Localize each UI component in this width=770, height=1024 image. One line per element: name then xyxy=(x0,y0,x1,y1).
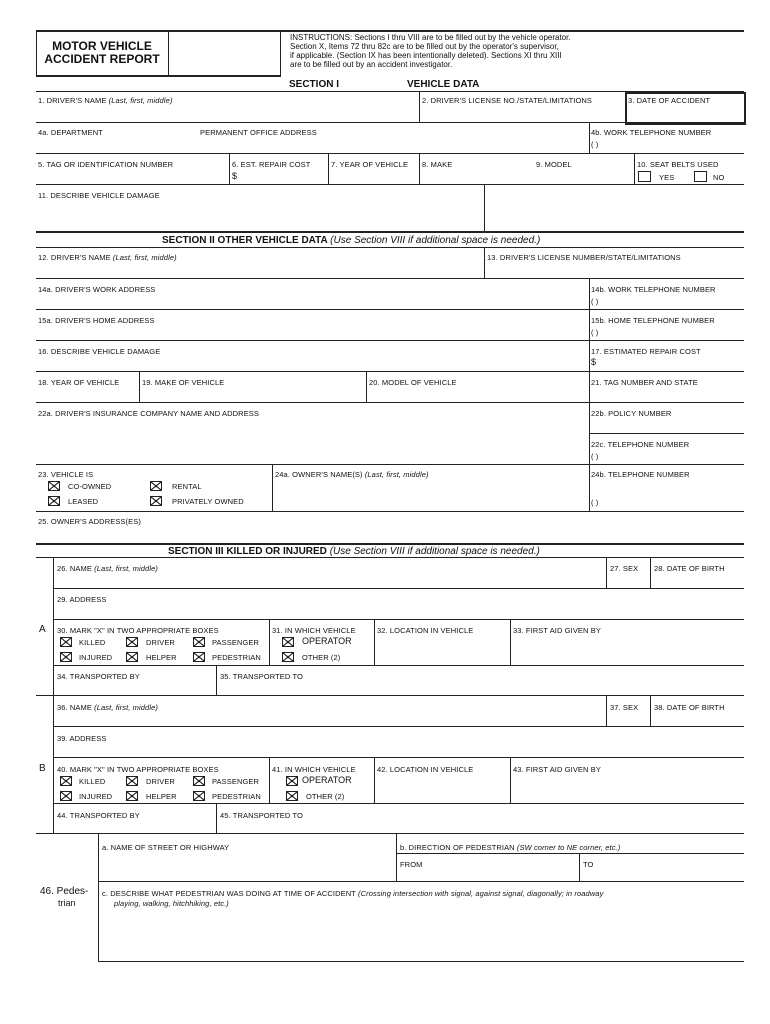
field-label: 6. EST. REPAIR COST xyxy=(232,160,311,169)
checkbox-label: INJURED xyxy=(79,792,113,801)
checkbox-label: LEASED xyxy=(68,497,99,506)
field-label: 33. FIRST AID GIVEN BY xyxy=(513,626,601,635)
field-label: 5. TAG OR IDENTIFICATION NUMBER xyxy=(38,160,174,169)
rule xyxy=(36,231,744,233)
pedestrian-label: trian xyxy=(58,898,76,908)
field-label: 31. IN WHICH VEHICLE xyxy=(272,626,356,635)
field-label: 10. SEAT BELTS USED xyxy=(637,160,719,169)
killed-checkbox[interactable] xyxy=(60,637,72,647)
rule xyxy=(53,695,54,833)
pedestrian-label: 46. Pedes- xyxy=(40,886,89,897)
seatbelt-no-checkbox[interactable] xyxy=(694,171,707,182)
section-heading: SECTION I xyxy=(289,79,340,90)
rule xyxy=(396,833,397,881)
field-label: 35. TRANSPORTED TO xyxy=(220,672,303,681)
rule xyxy=(510,757,511,803)
field-label: 21. TAG NUMBER AND STATE xyxy=(591,378,698,387)
checkbox-label: KILLED xyxy=(79,638,106,647)
rule xyxy=(53,757,744,758)
leased-checkbox[interactable] xyxy=(48,496,60,506)
rule xyxy=(269,757,270,803)
field-label: 44. TRANSPORTED BY xyxy=(57,811,140,820)
rule xyxy=(36,278,744,279)
rule xyxy=(98,961,744,962)
rule xyxy=(216,803,217,833)
rule xyxy=(36,511,744,512)
field-label: 22b. POLICY NUMBER xyxy=(591,409,672,418)
driver-checkbox[interactable] xyxy=(126,776,138,786)
field-label: 29. ADDRESS xyxy=(57,595,107,604)
field-label: 23. VEHICLE IS xyxy=(38,470,94,479)
rule xyxy=(36,833,744,834)
rule xyxy=(396,853,744,854)
checkbox-label: CO-OWNED xyxy=(68,482,112,491)
rule xyxy=(36,543,744,545)
rule xyxy=(366,371,367,402)
rule xyxy=(36,695,744,696)
other-checkbox[interactable] xyxy=(286,791,298,801)
section-title: VEHICLE DATA xyxy=(407,79,480,90)
field-label: 1. DRIVER'S NAME (Last, first, middle) xyxy=(38,96,173,105)
field-label: c. DESCRIBE WHAT PEDESTRIAN WAS DOING AT TIME OF ACCIDENT (Crossing intersection with signal, against signal, diagonally; in roadway xyxy=(102,889,604,898)
field-label: b. DIRECTION OF PEDESTRIAN (SW corner to NE corner, etc.) xyxy=(400,843,621,852)
field-label: 16. DESCRIBE VEHICLE DAMAGE xyxy=(38,347,161,356)
checkbox-label: NO xyxy=(713,173,725,182)
checkbox-label: PEDESTRIAN xyxy=(212,653,261,662)
field-label: 22c. TELEPHONE NUMBER xyxy=(591,440,690,449)
rule xyxy=(36,122,744,123)
rule xyxy=(36,247,744,248)
field-label: 19. MAKE OF VEHICLE xyxy=(142,378,225,387)
injured-checkbox[interactable] xyxy=(60,652,72,662)
operator-checkbox[interactable] xyxy=(282,637,294,647)
field-label: 45. TRANSPORTED TO xyxy=(220,811,303,820)
rule xyxy=(374,619,375,665)
checkbox-label: PASSENGER xyxy=(212,638,260,647)
field-label: a. NAME OF STREET OR HIGHWAY xyxy=(102,843,230,852)
field-label: 39. ADDRESS xyxy=(57,734,107,743)
co-owned-checkbox[interactable] xyxy=(48,481,60,491)
phone-paren: ( ) xyxy=(591,452,599,461)
checkbox-label: HELPER xyxy=(146,792,177,801)
rule xyxy=(53,588,744,589)
checkbox-label: DRIVER xyxy=(146,777,175,786)
rule xyxy=(36,75,281,77)
rule xyxy=(589,464,590,512)
phone-paren: ( ) xyxy=(591,140,599,149)
pedestrian-checkbox[interactable] xyxy=(193,791,205,801)
field-label: TO xyxy=(583,860,594,869)
field-label: 4b. WORK TELEPHONE NUMBER xyxy=(591,128,712,137)
phone-paren: ( ) xyxy=(591,498,599,507)
rule xyxy=(36,557,744,558)
field-label: 25. OWNER'S ADDRESS(ES) xyxy=(38,517,141,526)
field-label: 17. ESTIMATED REPAIR COST xyxy=(591,347,701,356)
pedestrian-checkbox[interactable] xyxy=(193,652,205,662)
rule xyxy=(589,433,744,434)
field-label: 24b. TELEPHONE NUMBER xyxy=(591,470,690,479)
field-label: 3. DATE OF ACCIDENT xyxy=(628,96,711,105)
field-label: 22a. DRIVER'S INSURANCE COMPANY NAME AND ADDRESS xyxy=(38,409,260,418)
checkbox-label: HELPER xyxy=(146,653,177,662)
seatbelt-yes-checkbox[interactable] xyxy=(638,171,651,182)
rule xyxy=(650,557,651,588)
top-rule xyxy=(36,30,744,32)
checkbox-label: OTHER (2) xyxy=(306,792,345,801)
rule xyxy=(53,557,54,695)
rule xyxy=(98,833,99,961)
section-heading: SECTION II OTHER VEHICLE DATA (Use Section VIII if additional space is needed.) xyxy=(162,235,541,246)
field-label: 37. SEX xyxy=(610,703,639,712)
rule xyxy=(53,665,744,666)
field-label: FROM xyxy=(400,860,423,869)
field-label: 41. IN WHICH VEHICLE xyxy=(272,765,356,774)
field-label: 30. MARK "X" IN TWO APPROPRIATE BOXES xyxy=(57,626,219,635)
rule xyxy=(36,340,744,341)
field-label: 13. DRIVER'S LICENSE NUMBER/STATE/LIMITATIONS xyxy=(487,253,681,262)
rule xyxy=(606,557,607,588)
rule xyxy=(36,309,744,310)
form-title: MOTOR VEHICLE ACCIDENT REPORT xyxy=(44,39,160,66)
rule xyxy=(510,619,511,665)
rule xyxy=(53,619,744,620)
checkbox-label: OPERATOR xyxy=(302,775,352,785)
rule xyxy=(634,153,635,184)
rule xyxy=(374,757,375,803)
passenger-checkbox[interactable] xyxy=(193,776,205,786)
field-label: 42. LOCATION IN VEHICLE xyxy=(377,765,474,774)
other-checkbox[interactable] xyxy=(282,652,294,662)
field-label: 12. DRIVER'S NAME (Last, first, middle) xyxy=(38,253,177,262)
checkbox-label: INJURED xyxy=(79,653,113,662)
field-label: 27. SEX xyxy=(610,564,639,573)
field-label: 28. DATE OF BIRTH xyxy=(654,564,725,573)
checkbox-label: PRIVATELY OWNED xyxy=(172,497,244,506)
rule xyxy=(168,30,169,76)
helper-checkbox[interactable] xyxy=(126,652,138,662)
rule xyxy=(272,464,273,512)
killed-checkbox[interactable] xyxy=(60,776,72,786)
field-label: 8. MAKE xyxy=(422,160,453,169)
field-label: 32. LOCATION IN VEHICLE xyxy=(377,626,474,635)
phone-paren: ( ) xyxy=(591,328,599,337)
field-label: 24a. OWNER'S NAME(S) (Last, first, middle) xyxy=(275,470,429,479)
checkbox-label: RENTAL xyxy=(172,482,202,491)
field-hint: playing, walking, hitchhiking, etc.) xyxy=(114,899,229,908)
field-label: 2. DRIVER'S LICENSE NO./STATE/LIMITATIONS xyxy=(422,96,593,105)
rule xyxy=(419,153,420,184)
checkbox-label: PEDESTRIAN xyxy=(212,792,261,801)
checkbox-label: KILLED xyxy=(79,777,106,786)
dollar-sign: $ xyxy=(591,357,597,367)
field-label: 43. FIRST AID GIVEN BY xyxy=(513,765,601,774)
field-label: 4a. DEPARTMENT xyxy=(38,128,103,137)
rule xyxy=(53,726,744,727)
privately-owned-checkbox[interactable] xyxy=(150,496,162,506)
rule xyxy=(419,91,420,123)
field-label: 15b. HOME TELEPHONE NUMBER xyxy=(591,316,715,325)
checkbox-label: DRIVER xyxy=(146,638,175,647)
field-label: 36. NAME (Last, first, middle) xyxy=(57,703,158,712)
rule xyxy=(328,153,329,184)
field-label: 11. DESCRIBE VEHICLE DAMAGE xyxy=(38,191,160,200)
driver-checkbox[interactable] xyxy=(126,637,138,647)
field-label: 7. YEAR OF VEHICLE xyxy=(331,160,409,169)
rule xyxy=(229,153,230,184)
rule xyxy=(36,184,744,185)
injured-checkbox[interactable] xyxy=(60,791,72,801)
rule xyxy=(589,122,590,154)
checkbox-label: OTHER (2) xyxy=(302,653,341,662)
field-label: 34. TRANSPORTED BY xyxy=(57,672,140,681)
operator-checkbox[interactable] xyxy=(286,776,298,786)
field-label: 20. MODEL OF VEHICLE xyxy=(369,378,457,387)
rule xyxy=(36,153,744,154)
rule xyxy=(280,30,281,76)
instructions: INSTRUCTIONS: Sections I thru VIII are to be filled out by the vehicle operator. Section X, Items 72 thru 82c are to be filled out by the operator's supervisor, if applicable. (Section IX has been intentionally deleted). Sections XI thru XIII are to be filled out by an accident investigator. xyxy=(290,33,571,69)
rule xyxy=(269,619,270,665)
section-heading: SECTION III KILLED OR INJURED (Use Section VIII if additional space is needed.) xyxy=(168,546,540,557)
rule xyxy=(53,803,744,804)
rental-checkbox[interactable] xyxy=(150,481,162,491)
rule xyxy=(36,371,744,372)
rule xyxy=(650,695,651,726)
phone-paren: ( ) xyxy=(591,297,599,306)
rule xyxy=(98,881,744,882)
checkbox-label: PASSENGER xyxy=(212,777,260,786)
passenger-checkbox[interactable] xyxy=(193,637,205,647)
rule xyxy=(484,247,485,279)
field-label: PERMANENT OFFICE ADDRESS xyxy=(200,128,317,137)
rule xyxy=(139,371,140,402)
rule xyxy=(579,853,580,881)
rule xyxy=(36,402,744,403)
field-label: 9. MODEL xyxy=(536,160,572,169)
helper-checkbox[interactable] xyxy=(126,791,138,801)
field-label: 14a. DRIVER'S WORK ADDRESS xyxy=(38,285,156,294)
field-label: 15a. DRIVER'S HOME ADDRESS xyxy=(38,316,155,325)
field-label: 26. NAME (Last, first, middle) xyxy=(57,564,158,573)
block-letter: B xyxy=(39,763,46,774)
field-label: 14b. WORK TELEPHONE NUMBER xyxy=(591,285,716,294)
field-label: 18. YEAR OF VEHICLE xyxy=(38,378,120,387)
rule xyxy=(484,184,485,232)
block-letter: A xyxy=(39,624,46,635)
rule xyxy=(36,464,744,465)
dollar-sign: $ xyxy=(232,171,238,181)
checkbox-label: OPERATOR xyxy=(302,636,352,646)
field-label: 38. DATE OF BIRTH xyxy=(654,703,725,712)
field-label: 40. MARK "X" IN TWO APPROPRIATE BOXES xyxy=(57,765,219,774)
checkbox-label: YES xyxy=(659,173,675,182)
rule xyxy=(216,665,217,695)
rule xyxy=(606,695,607,726)
